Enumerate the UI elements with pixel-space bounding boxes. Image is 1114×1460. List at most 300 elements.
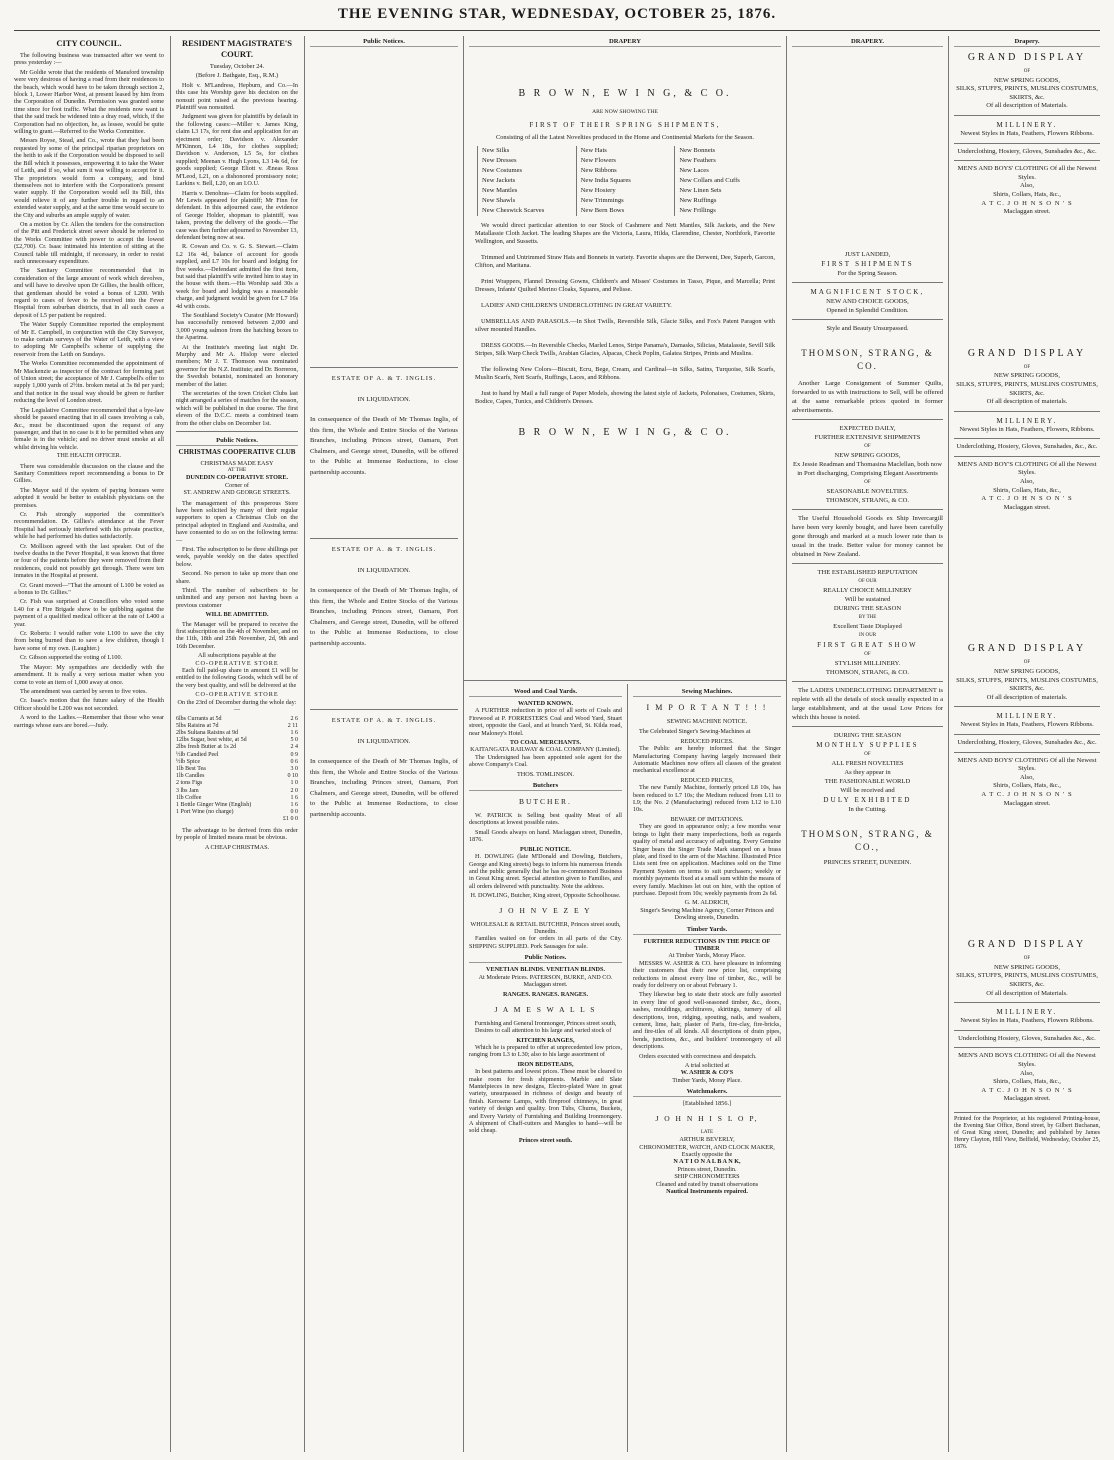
ad-line: Shirts, Collars, Hats, &c., (993, 486, 1061, 494)
section-header: Butchers (469, 781, 622, 791)
ad-corner: Corner of (225, 481, 249, 489)
ad-line: Of all description of Materials. (986, 102, 1068, 110)
price-row (176, 716, 298, 723)
ad-title: I M P O R T A N T ! ! ! (646, 703, 768, 712)
ad-paragraph: Another Large Consignment of Summer Quilts, forwarded to us with instructions to Sell, will be offered at the same remarkable prices quoted in former advertisements. (792, 380, 943, 414)
ad-paragraph: Small Goods always on hand. Maclaggan street, Dunedin, 1876. (469, 828, 622, 844)
ad-signature: H. DOWLING, Butcher, King street, Opposite Schoolhouse. (470, 892, 621, 900)
masthead: THE EVENING STAR, WEDNESDAY, OCTOBER 25, 1876. (337, 6, 777, 22)
article-date: Tuesday, October 24. (209, 63, 265, 70)
goods-item: New India Squares (580, 176, 631, 184)
ad-line: MEN'S AND BOYS' CLOTHING Of all the Newest Styles. (957, 165, 1097, 181)
goods-grid (477, 146, 773, 216)
divider (954, 752, 1100, 753)
divider (954, 1030, 1100, 1031)
ad-line: FIRST GREAT SHOW (817, 641, 918, 649)
paragraph: Cr. Mollison agreed with the last speaker. Out of the twelve deaths in the Fever Hospital, it was known that three or four of the patients before they were removed from their residences, could not possibly get through. There were ten inmates in the Hospital at present. (14, 542, 164, 580)
ad-title: VENETIAN BLINDS. VENETIAN BLINDS. (485, 966, 606, 974)
ad-line: OF (1023, 660, 1031, 666)
ad-line: JUST LANDED, (844, 251, 891, 258)
column-rule (948, 36, 949, 1452)
ad-line: A T C. J O H N S O N ' S (981, 1086, 1073, 1094)
column-city-council (14, 36, 164, 1452)
ad-nautical: Nautical Instruments repaired. (666, 1187, 748, 1195)
firm-name: THOMSON, STRANG, & CO., (801, 829, 934, 852)
ad-signature: G. M. ALDRICH, (684, 899, 730, 907)
ad-line: FURTHER EXTENSIVE SHIPMENTS (814, 434, 921, 441)
ad-line: THE ESTABLISHED REPUTATION (817, 569, 918, 576)
ad-line: OF (1023, 364, 1031, 370)
price-item: ½lb Candied Peel (176, 751, 219, 758)
divider (792, 681, 943, 682)
divider (954, 456, 1100, 457)
goods-column (576, 146, 675, 216)
goods-item: New Hats (580, 146, 607, 154)
ad-paragraph: The Celebrated Singer's Sewing-Machines at (639, 728, 751, 736)
goods-item: New Linen Sets (679, 186, 722, 194)
divider (792, 282, 943, 283)
column-rule (304, 36, 305, 1452)
goods-item: New Mantles (482, 186, 518, 194)
ad-paragraph: Each full paid-up share in amount £1 will be entitled to the following Goods, which will be of the very best quality, and will be delivered at the (176, 667, 298, 689)
ad-store: CO-OPERATIVE STORE (195, 691, 279, 699)
ad-subtitle: WHOLESALE & RETAIL BUTCHER, Princes street south, Dunedin. (470, 920, 621, 935)
ad-line: OF (864, 652, 871, 657)
price-value: 2 0 (290, 787, 298, 794)
goods-item: New Cheswick Scarves (482, 206, 545, 214)
ad-subtitle: SEWING MACHINE NOTICE. (666, 718, 748, 725)
divider (954, 706, 1100, 707)
ad-paragraph: Desires to call attention to his large and varied stock of (475, 1027, 612, 1035)
showing-line: ARE NOW SHOWING THE (592, 109, 658, 115)
estate-title: ESTATE OF A. & T. INGLIS. (331, 546, 437, 553)
divider (954, 438, 1100, 439)
ad-line: For the Spring Season. (837, 270, 898, 277)
price-row (176, 809, 298, 816)
paragraph: Judgment was given for plaintiffs by default in the following cases:—Miller v. James King, claim L3 17s, for rent due and application for an ejectment order; Davidson v. Alexander M'Kinnon, L4 18s, for clothes supplied; Davidson v. Anderson, L5 5s, for clothes supplied; Meenan v. Hugh Lyons, L3 14s 6d, for goods supplied; George Eliott v. Æneas Ross M'Leod, L21, on a dishonored promissory note; Larkins v. Bell, L20, on an I.O.U. (176, 113, 298, 188)
divider (792, 419, 943, 420)
paragraph: The Sanitary Committee recommended that in consideration of the large amount of work which devolves, and will have to devolve upon Dr Gillies, the health officer, that gentleman should be voted a bonus of L200. With regard to cases of fever to be received into the Fever Hospital from suburban districts, that in all such cases a deposit of L5 per patient be required. (14, 267, 164, 319)
price-total-value: £1 0 0 (283, 816, 298, 823)
ad-subtitle: REDUCED PRICES, (680, 776, 734, 784)
ad-line: MILLINERY. (996, 712, 1058, 721)
price-value: 1 6 (290, 801, 298, 808)
estate-notice (310, 538, 458, 649)
paragraph: The secretaries of the town Cricket Clubs last night arranged a series of matches for the season, which will be published in due course. The first eleven of the D.C.C. meets a combined team from the other clubs on December 1st. (176, 390, 298, 427)
ad-signature: W. ASHER & CO'S (680, 1069, 734, 1077)
paragraph: UMBRELLAS AND PARASOLS.—In Shot Twills, Reversible Silk, Glacie Silks, and Fox's Patent Paragon with silver mounted Handles. (475, 317, 775, 333)
ad-trial: A trial solicited at (684, 1062, 730, 1070)
paragraph: Cr. Isaac's motion that the future salary of the Health Officer should be L200 was not seconded. (14, 697, 164, 712)
ad-line: NEW SPRING GOODS, (993, 668, 1060, 676)
goods-item: New Ruffings (679, 196, 717, 204)
ad-at: AT THE (227, 466, 247, 473)
ad-subtitle: SHIP CHRONOMETERS (674, 1173, 740, 1181)
johnson-ad (954, 642, 1100, 808)
ad-subtitle: At Timber Yards, Moray Place. (668, 952, 746, 960)
ad-line: MEN'S AND BOYS CLOTHING Of all the Newest Styles. (958, 1052, 1096, 1068)
ad-line: Newest Styles in Hats, Feathers, Flowers Ribbons. (960, 1017, 1094, 1025)
ad-subtitle: ARTHUR BEVERLY, (679, 1136, 735, 1144)
paragraph: The Works Committee recommended the appointment of Mr Mackenzie as inspector of the contract for forming part of Union street; the acceptance of Mr J. Campbell's offer to supply 1,000 yards of 2½in. broken metal at 3s 8d per yard; and that notice in the usual way should be given re further reducing the level of London street. (14, 360, 164, 405)
paragraph: LADIES' AND CHILDREN'S UNDERCLOTHING IN GREAT VARIETY. (481, 301, 672, 309)
goods-item: New Dresses (482, 156, 517, 164)
ad-subtitle: CHRISTMAS MADE EASY (200, 459, 274, 467)
estate-body: In consequence of the Death of Mr Thomas Inglis, of this firm, the Whole and Entire Stocks of the Various Branches, including Princes street, Oamaru, Port Chalmers, and George street, Dunedin, will be offered to the Public at Immense Reductions, to close partnership accounts. (310, 758, 458, 818)
ad-signature: THOS. TOMLINSON. (516, 770, 574, 778)
ad-line: MONTHLY SUPPLIES (816, 741, 919, 749)
section-header: Drapery. (954, 37, 1100, 47)
masthead-rule (14, 30, 1100, 31)
ad-paragraph: The Undersigned has been appointed sole agent for the above Company's Coal. (469, 753, 622, 769)
price-item: 1 Bottle Ginger Wine (English) (176, 801, 252, 808)
price-item: 1lb Best Tea (176, 765, 206, 772)
price-item: 6lbs Currants at 5d (176, 715, 222, 722)
ad-line: Style and Beauty Unsurpassed. (826, 325, 909, 332)
paragraph: A word to the Ladies.—Remember that those who wear earrings whose ears are bored.—Judy. (14, 714, 164, 729)
paragraph: R. Cowan and Co. v. G. S. Stewart.—Claim L2 16s 4d, balance of account for goods supplied, and L7 10s for board and lodging for five weeks.—Defendant admitted the first item, but said that plaintiff's wife invited him to stay in the house with them.—His Worship said 30s a week for board and lodging was a reasonable charge, and judgment would be given for L7 16s 4d with costs. (176, 243, 298, 310)
goods-item: New Flowers (580, 156, 617, 164)
ad-line: THE FASHIONABLE WORLD (824, 778, 911, 785)
estate-title: ESTATE OF A. & T. INGLIS. (331, 375, 437, 382)
ad-line: MEN'S AND BOYS' CLOTHING Of all the Newest Styles. (957, 756, 1097, 773)
ad-line: NEW SPRING GOODS, (993, 963, 1060, 971)
ad-line: MILLINERY. (996, 416, 1058, 425)
section-header: Timber Yards. (633, 925, 781, 935)
ad-line: Of all description of Materials. (986, 989, 1068, 997)
ad-established: [Established 1856.] (682, 1100, 732, 1108)
ad-line: SILKS, STUFFS, PRINTS, MUSLINS COSTUMES, SKIRTS, &c. (956, 380, 1098, 397)
price-row (176, 759, 298, 766)
paragraph: The Water Supply Committee reported the employment of Mr E. Campbell, in conjunction with the City Surveyor, to make certain surveys of the Water of Leith, with a view to adopting Mr Campbell's scheme of supplying the reservoir from the Leith on Sundays. (14, 321, 164, 358)
divider (954, 160, 1100, 161)
price-value: 5 0 (290, 737, 298, 744)
ad-line: DULY EXHIBITED (823, 796, 912, 804)
paragraph: The Mayor said if the system of paying bonuses were adopted it would be better to establish physicians on the premises. (14, 486, 164, 509)
ad-paragraph: Second. No person to take up more than one share. (176, 570, 298, 585)
price-item: 1lb Coffee (176, 794, 202, 801)
estate-notices (310, 367, 458, 820)
price-row (176, 780, 298, 787)
column-public-notices (310, 36, 458, 1452)
goods-item: New Laces (679, 166, 709, 174)
ad-line: Excellent Taste Displayed (833, 623, 902, 630)
paragraph: DRESS GOODS.—In Reversible Checks, Marled Lenos, Stripe Panama's, Damasks, Silicias, Matalassie, Sevill Silk Stripes, Silk Warp Check Twills, Arabian Glacies, Alpacas, Check Poplin, Galatea Stripes, Prints and Muslins. (475, 341, 775, 357)
paragraph: The Southland Society's Curator (Mr Howard) has successfully removed between 2,000 and 3,000 young salmon from the hatching boxes to the Aparima. (176, 312, 298, 342)
divider (310, 709, 458, 710)
price-value: 1 6 (290, 794, 298, 801)
column-johnsons (954, 36, 1100, 1452)
estate-status: IN LIQUIDATION. (357, 566, 411, 574)
article-body (14, 52, 164, 729)
firm-name: B R O W N, E W I N G, & C O. (518, 88, 732, 99)
ad-paragraph: The LADIES UNDERCLOTHING DEPARTMENT is replete with all the details of stock usually expected in a large establishment, and at the usual Low Prices for which this house is noted. (792, 687, 943, 721)
ad-paragraph: The new Family Machine, formerly priced L8 10s, has been reduced to L7 10s; the Medium reduced from L11 to L9; the No. 2 (Manufacturing) reduced from L12 to L10 10s. (633, 784, 781, 814)
price-item: 2lbs fresh Butter at 1s 2d (176, 744, 237, 751)
price-item: ½lb Spice (176, 758, 200, 765)
ad-line: SILKS, STUFFS, PRINTS, MUSLINS COSTUMES, SKIRTS, &c. (956, 85, 1098, 101)
price-row (176, 723, 298, 730)
ad-line: Newest Styles in Hats, Feathers, Flowers Ribbons. (960, 129, 1094, 137)
ad-line: Underclothing Hosiery, Gloves, Sunshades &c., &c. (958, 1034, 1096, 1042)
price-row (176, 773, 298, 780)
ad-address: Princes street, Dunedin. (677, 1165, 737, 1173)
divider (954, 411, 1100, 412)
ad-paragraph: H. DOWLING (late M'Donald and Dowling, Butchers, George and King streets) begs to inform his numerous friends and the public generally that he has re-commenced Business in Great King street. Special attention given to Families, and all orders delivered with punctuality. Note the address. (469, 853, 622, 890)
divider (792, 319, 943, 320)
ad-line: DURING THE SEASON (833, 732, 902, 739)
ad-paragraph: They are good in appearance only; a few months wear brings to light their many imperfections, both as regards quality of metal and accuracy of adjusting. Every Genuine Singer bears the Singer Trade Mark stamped on a brass plate, and fixed to the arm of the Machine. Illustrated Price Lists sent free on application. Machines sold on the Time Payment System on terms to suit purchasers; weekly or monthly payments fixed at a small sum within the means of every family. Machines let out on hire, with the option of purchase. Deposit from 10s; weekly payments from 2s 6d. (633, 823, 781, 897)
ad-title: BUTCHER. (519, 797, 572, 807)
ad-cleaned: Cleaned and rated by transit observations (655, 1180, 759, 1188)
ad-line: Will be sustained (844, 596, 891, 603)
firm-name: THOMSON, STRANG, & CO. (801, 348, 934, 371)
ad-signature: Princes street south. (518, 1136, 573, 1144)
estate-body: In consequence of the Death of Mr Thomas Inglis, of this firm, the Whole and Entire Stocks of the Various Branches, including Princes street, Oamaru, Port Chalmers, and George street, Dunedin, will be offered to the Public at Immense Reductions, to close partnership accounts. (310, 587, 458, 647)
paragraph: Harris v. Denohras—Claim for boots supplied. Mr Lewis appeared for plaintiff; Mr Finn for defendant. In this adjourned case, the evidence of George Holder, shopman to plaintiff, was taken, proving the delivery of the goods.—The case was then further adjourned to November 13, defendant being now at sea. (176, 189, 298, 241)
ad-bank: N A T I O N A L B A N K, (673, 1158, 741, 1166)
ad-paragraph: The advantage to be derived from this order by people of limited means must be obvious. (176, 826, 298, 841)
ad-title: GRAND DISPLAY (967, 643, 1087, 655)
shipments-line: FIRST OF THEIR SPRING SHIPMENTS, (529, 121, 721, 130)
section-header: Sewing Machines. (633, 687, 781, 697)
ad-subtitle: CHRONOMETER, WATCH, AND CLOCK MAKER, (639, 1143, 775, 1151)
paragraph: Just to hand by Mail a full range of Paper Models, showing the latest style of Jackets, Polonaises, Costumes, Skirts, Bodice, Capes, Tunics, and Children's Dresses. (475, 389, 775, 405)
ad-line: Ex Jessie Readman and Thomasina Maclellan, both now in Port discharging, Comprising Elegant Assortments (793, 461, 942, 477)
paragraph: The Mayor: My sympathies are decidedly with the amendment. It is really a very serious matter when you come to vote an item of 1,000 away at once. (14, 663, 164, 686)
ad-line: IN OUR (858, 633, 877, 638)
section-header: Wood and Coal Yards. (469, 687, 622, 697)
ad-line: FIRST SHIPMENTS (821, 260, 914, 268)
ad-body (176, 500, 298, 610)
ad-line: Of all description of materials. (986, 693, 1068, 701)
ad-paragraph: The management of this prosperous Store have been solicited by many of their regular supporters to open a Christmas Club on the principal adopted in England and Australia, and have consented to do so on the following terms:— (176, 499, 298, 544)
paragraph: Cr. Fish strongly supported the committee's recommendation. Dr. Gillies's attendance at the Fever Hospital had seriously interfered with his private practice, while he had performed his duties satisfactorily. (14, 510, 164, 541)
ad-line: Underclothing, Hosiery, Gloves, Sunshades &c., &c. (957, 147, 1097, 155)
paragraph: Messrs Royse, Stead, and Co., wrote that they had been requested by some of the principal riparian proprietors on the heith to ask if the Corporation would be disposed to sell the Bill which it possesses, empowering it to take the Water of Leith, and if so, what sum it was willing to accept for it. The proprietors would form a company, and bind themselves not to interfere with the Corporation's present water supply. If the Corporation would sell its Bill, this would relieve it of any further trouble in regard to an extended water supply, and at the same time would secure to the City and suburbs an ample supply of water. (14, 137, 164, 219)
ad-line: MEN'S AND BOY'S CLOTHING Of all the Newest Styles. (957, 460, 1097, 477)
ad-line: MILLINERY. (996, 1008, 1058, 1017)
ad-address: Singer's Sewing Machine Agency, Corner Princes and Dowling streets, Dunedin. (640, 906, 774, 922)
column-magistrate-court (176, 36, 298, 1452)
price-row (176, 752, 298, 759)
ad-subtitle: BEWARE OF IMITATIONS. (670, 815, 744, 823)
divider (954, 115, 1100, 116)
price-value: 2 6 (290, 715, 298, 722)
column-sewing-timber-watch (633, 686, 781, 1452)
ad-line: A T C. J O H N S O N ' S (981, 790, 1073, 798)
divider (310, 367, 458, 368)
ad-line: Maclaggan street. (1003, 208, 1051, 216)
price-value: 0 10 (287, 773, 298, 780)
ad-line: OF (864, 444, 871, 449)
ad-subtitle: Furnishing and General Ironmonger, Princes street south, (474, 1019, 617, 1027)
ad-payable: All subscriptions payable at the (197, 652, 276, 660)
price-item: 5lbs Raisins at 7d (176, 722, 219, 729)
ad-line: NEW SPRING GOODS, (993, 76, 1060, 84)
paragraph: The amendment was carried by seven to five votes. (20, 687, 147, 695)
article-title: RESIDENT MAGISTRATE'S COURT. (182, 38, 292, 59)
section-header: Public Notices. (469, 953, 622, 963)
divider (954, 1047, 1100, 1048)
ad-title: GRAND DISPLAY (967, 52, 1087, 63)
ad-paragraph: First. The subscription to be three shillings per week, payable weekly on the dates specified below. (176, 545, 298, 568)
price-list (176, 716, 298, 817)
price-value: 3 0 (290, 765, 298, 772)
firm-name: B R O W N, E W I N G, & C O. (518, 426, 732, 438)
section-header: Public Notices. (310, 37, 458, 47)
price-value: 2 11 (287, 722, 298, 729)
ad-line: SILKS, STUFFS, PRINTS, MUSLINS COSTUMES, SKIRTS, &c. (956, 676, 1098, 693)
ad-streets: ST. ANDREW AND GEORGE STREETS. (183, 489, 291, 497)
ad-line: Shirts, Collars, Hats, &c., (993, 1078, 1061, 1086)
ad-late: LATE (700, 1129, 714, 1135)
paragraph: Cr. Roberts: I would rather vote L100 to save the city from being burned than to save a few children, though I have some of my own. (Laughter.) (14, 630, 164, 652)
paragraph: Holt v. M'Landress, Hepburn, and Co.—In this case his Worship gave his decision on the nonsuit point raised at the previous hearing. Plaintiff was nonsuited. (176, 81, 298, 112)
paragraph: Cr. Gibson supported the voting of L100. (20, 654, 123, 662)
ad-line: REALLY CHOICE MILLINERY (823, 587, 912, 594)
paragraph: Print Wrappers, Flannel Dressing Gowns, Children's and Misses' Costumes in Tasso, Pique, and Marcella; Print Dresses, Infants' Quilted Merino Cloaks, Squares, and Pelisse. (475, 277, 775, 293)
ad-opposite: Exactly opposite the (681, 1150, 733, 1158)
paragraph: Mr Goldie wrote that the residents of Mansford township were very desirous of having a road from their residences to the beach, which would have to be taken through section 2, block 1, Lower Harbor West, at present leased by him from the Corporation of Dunedin. Permission was granted some time since for foot traffic. What the residents now want is that the said track be widened into a dray road, which, if the Corporation had no objection, he, as lessee, would be quite willing to grant.—Referred to the Works Committee. (14, 68, 164, 136)
paragraph: Trimmed and Untrimmed Straw Hats and Bonnets in variety. Favorite shapes are the Derwent, Dee, Superb, Garcon, Clifton, and Maritana. (475, 253, 775, 269)
ad-line: Shirts, Collars, Hats, &c., (993, 190, 1061, 198)
ad-paragraph: W. PATRICK is Selling best quality Meat of all descriptions at lowest possible rates. (469, 812, 622, 827)
ad-line: Newest Styles in Hats, Feathers, Flowers, Ribbons. (959, 425, 1095, 433)
ad-title: J A M E S W A L L S (494, 1004, 597, 1014)
estate-notice (310, 709, 458, 820)
ad-line: NEW AND CHOICE GOODS, (826, 298, 909, 305)
goods-column (477, 146, 576, 216)
consisting-line: Consisting of all the Latest Novelties produced in the Home and Continental Markets for the Season. (495, 134, 755, 142)
ad-line: PRINCES STREET, DUNEDIN. (823, 859, 912, 866)
ad-paragraph: Orders executed with correctness and despatch. (639, 1052, 757, 1060)
ad-paragraph: They likewise beg to state their stock are fully assorted in every line of good well-seasoned timber, &c., doors, sashes, mouldings, architraves, skirtings, turnery of all descriptions, iron, ridging, spouting, nails, and washers, cement, lime, hair, plaster of Paris, fire-clay, fire-bricks, and fire-tiles of all kinds. All descriptions of drain pipes, bends, junctions, &c., and builders' ironmongery of all descriptions. (633, 991, 781, 1051)
ad-title: GRAND DISPLAY (967, 347, 1087, 359)
price-value: 0 0 (290, 809, 298, 816)
ad-title: J O H N H I S L O P, (655, 1113, 759, 1123)
paragraph: Cr. Grant moved—"That the amount of L100 be voted as a bonus to Dr. Gillies." (14, 581, 164, 597)
ad-title: KITCHEN RANGES, (516, 1036, 575, 1044)
section-header: Watchmakers. (633, 1087, 781, 1097)
price-item: 3 lbs Jam (176, 787, 199, 794)
paragraph: At the Institute's meeting last night Dr. Murphy and Mr A. Hislop were elected members; Mr J. T. Thomson was nominated governor for the N.Z. Institute; and Dr. Borreron, the Swedish botanist, nominated an honorary member of the latter. (176, 343, 298, 388)
divider (463, 680, 786, 681)
divider (954, 143, 1100, 144)
ad-line: SILKS, STUFFS, PRINTS, MUSLINS COSTUMES, SKIRTS, &c. (956, 972, 1098, 988)
ad-line: Also, (1019, 478, 1035, 486)
johnson-ad (954, 347, 1100, 513)
ad-title: WANTED KNOWN. (517, 700, 573, 707)
column-rule (170, 36, 171, 1452)
goods-item: New Collars and Cuffs (679, 176, 740, 184)
ad-paragraph: The Useful Household Goods ex Ship Invercargill have been very keenly bought, and have been carefully gone through and marked at a much lower rate than is usual in the trade. Better value for money cannot be obtained in New Zealand. (792, 515, 943, 558)
ad-line: OF (864, 480, 871, 485)
ad-day: On the 23rd of December during the whole day:— (177, 698, 297, 714)
column-rule (463, 36, 464, 1452)
divider (310, 538, 458, 539)
price-item: 1 Port Wine (no charge) (176, 809, 234, 816)
column-trades (469, 686, 622, 1452)
estate-notice (310, 367, 458, 478)
price-value: 0 6 (290, 758, 298, 765)
goods-item: New Jackets (482, 176, 516, 184)
ad-line: Will be received and (840, 787, 895, 794)
subhead: THE HEALTH OFFICER. (56, 453, 122, 460)
price-total (176, 816, 298, 823)
divider (792, 563, 943, 564)
imprint: Printed for the Proprietor, at his registered Printing-house, the Evening Star Office, Bond street, by Gilbert Buchanan, of Great King street, Dunedin; and published by James Henry Clayton, Hill View, Belfield, Wednesday, October 25, 1876. (954, 1112, 1100, 1151)
price-row (176, 730, 298, 737)
ad-line: Opened in Splendid Condition. (826, 307, 909, 314)
ad-line: In the Cutting. (848, 806, 887, 813)
ad-line: MILLINERY. (996, 120, 1058, 129)
drapery-body (475, 222, 775, 406)
price-item: 12lbs Sugar, best white, at 5d (176, 737, 247, 744)
divider (954, 734, 1100, 735)
ad-paragraph: The Public are hereby informed that the Singer Manufacturing Company having largely increased their Automatic Machines now offers all classes of the greatest mechanical excellence at (633, 745, 781, 775)
ad-line: Also, (1019, 773, 1035, 781)
ad-paragraph: The Manager will be prepared to receive the first subscription on the 4th of November, and on the 11th, 18th and 25th November, 2d, 9th and 16th December. (176, 620, 298, 650)
paragraph: The following New Colors—Biscuit, Ecru, Bege, Cream, and Cardinal—in Silks, Satins, Turquoise, Silk Scarfs, Muslin Scarfs, Nett Scarfs, Ruffings, Laces, and Ribbons. (475, 365, 775, 381)
ad-admitted: WILL BE ADMITTED. (205, 611, 269, 619)
ad-line: ALL FRESH NOVELTIES (831, 760, 904, 767)
price-value: 2 4 (290, 744, 298, 751)
ad-line: THOMSON, STRANG, & CO. (825, 669, 910, 676)
goods-item: New Bern Bows (580, 206, 625, 214)
ad-line: OF (1023, 69, 1031, 74)
ad-line: A T C. J O H N S O N ' S (981, 495, 1073, 503)
goods-item: New Frillings (679, 206, 716, 214)
ad-paragraph: In best patterns and lowest prices. These must be cleared to make room for fresh shipments. Marble and Slate Mantelpieces in new designs, Electro-plated Ware in great variety, unsurpassed in richness of design and beauty of finish. Kerosene Lamps, with fireproof chimneys, in great variety of design and quality. Iron Tubs, Churns, Buckets, and Every Variety of Furnishing and Building Ironmongery. A shipment of Chaff-cutters and Mangles to hand—will be sold cheap. (469, 1068, 622, 1135)
divider (954, 1002, 1100, 1003)
ad-line: Maclaggan street. (1003, 799, 1051, 807)
column-rule (627, 684, 628, 1452)
ad-subtitle: KAITANGATA RAILWAY & COAL COMPANY (Limited). (470, 746, 621, 754)
ad-line: Shirts, Collars, Hats, &c., (993, 782, 1061, 790)
goods-item: New Costumes (482, 166, 523, 174)
column-rule (786, 36, 787, 1452)
ad-line: Also, (1019, 1069, 1035, 1077)
price-row (176, 795, 298, 802)
johnson-ads (954, 51, 1100, 1104)
section-header: DRAPERY. (792, 37, 943, 47)
estate-status: IN LIQUIDATION. (357, 737, 411, 745)
article-bench: (Before J. Bathgate, Esq., R.M.) (195, 72, 279, 80)
estate-title: ESTATE OF A. & T. INGLIS. (331, 717, 437, 724)
estate-status: IN LIQUIDATION. (357, 395, 411, 403)
ad-line: DURING THE SEASON (833, 605, 902, 612)
goods-item: New Shawls (482, 196, 516, 204)
ad-line: NEW SPRING GOODS, (834, 452, 901, 459)
ad-paragraph: MESSRS W. ASHER & CO. have pleasure in informing their customers that their new price list, comprising reductions in almost every line of timber, &c., will be ready for delivery on or about February 1. (633, 959, 781, 989)
ad-line: Also, (1019, 182, 1035, 190)
ad-title: IRON BEDSTEADS, (517, 1060, 574, 1068)
price-item: 2lbs Sultana Raisins at 9d (176, 729, 238, 736)
ad-title: PUBLIC NOTICE. (520, 845, 571, 853)
price-row (176, 788, 298, 795)
price-value: 1 0 (290, 780, 298, 787)
ad-line: OF (1023, 956, 1031, 962)
divider (792, 509, 943, 510)
ad-line: OF OUR (858, 579, 877, 584)
ad-subtitle: REDUCED PRICES. (680, 737, 734, 745)
ad-title: TO COAL MERCHANTS. (509, 739, 582, 747)
ad-line: Underclothing, Hosiery, Gloves, Sunshades, &c., &c. (956, 443, 1098, 451)
ad-title: FURTHER REDUCTIONS IN THE PRICE OF TIMBER (643, 937, 771, 952)
paragraph: The following business was transacted after we went to press yesterday :— (14, 52, 164, 67)
ad-line: THOMSON, STRANG, & CO. (825, 497, 910, 504)
